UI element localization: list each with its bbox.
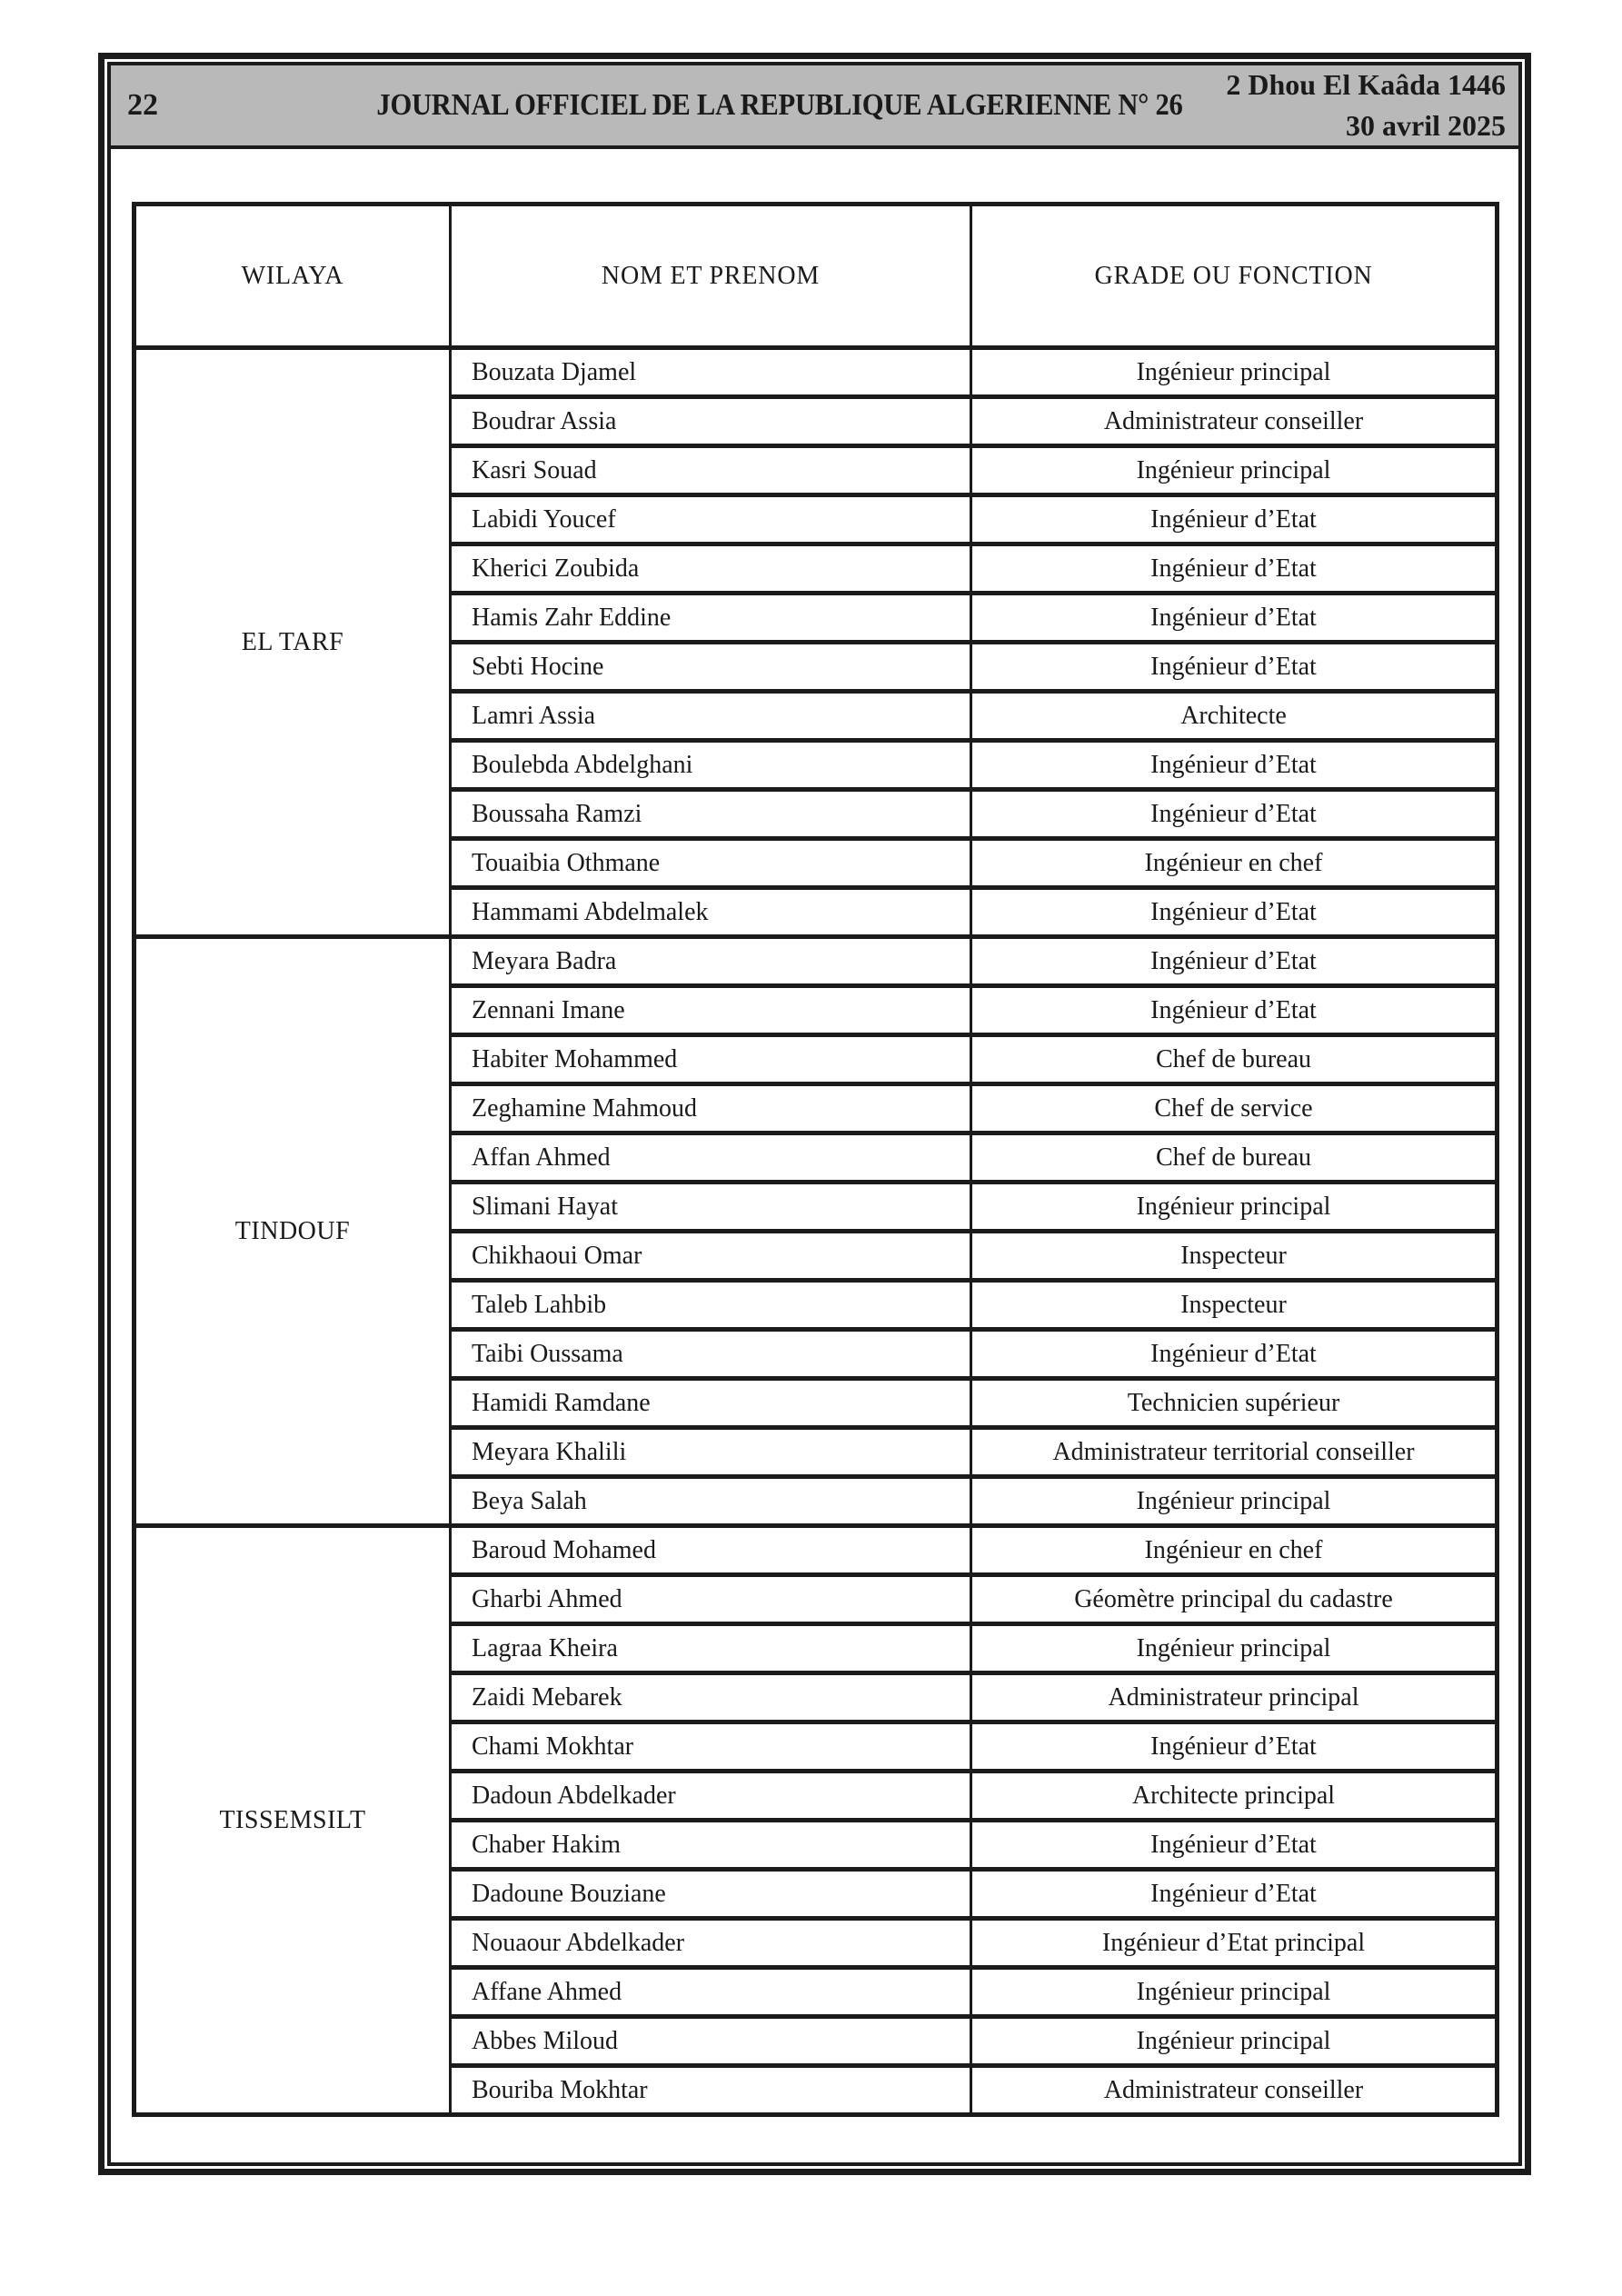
grade-fonction-cell: Ingénieur d’Etat — [971, 1722, 1498, 1772]
grade-fonction-cell: Ingénieur d’Etat — [971, 594, 1498, 643]
page-number: 22 — [127, 88, 158, 122]
date-gregorian: 30 avril 2025 — [1346, 109, 1506, 142]
grade-fonction-cell: Architecte principal — [971, 1772, 1498, 1821]
grade-fonction-cell: Administrateur conseiller — [971, 2066, 1498, 2115]
grade-fonction-cell: Ingénieur en chef — [971, 839, 1498, 888]
grade-fonction-cell: Ingénieur principal — [971, 1968, 1498, 2017]
nom-prenom-cell: Zaidi Mebarek — [451, 1673, 971, 1722]
grade-fonction-cell: Ingénieur d’Etat — [971, 1330, 1498, 1379]
grade-fonction-cell: Ingénieur principal — [971, 2017, 1498, 2066]
nom-prenom-cell: Sebti Hocine — [451, 643, 971, 692]
nom-prenom-cell: Labidi Youcef — [451, 495, 971, 544]
nom-prenom-cell: Taleb Lahbib — [451, 1281, 971, 1330]
nom-prenom-cell: Lagraa Kheira — [451, 1624, 971, 1673]
table-row — [134, 1526, 1498, 1575]
nom-prenom-cell: Slimani Hayat — [451, 1183, 971, 1232]
page-border-frame — [98, 53, 1531, 2175]
col-header-grade-fonction: GRADE OU FONCTION — [971, 205, 1498, 348]
grade-fonction-cell: Ingénieur principal — [971, 446, 1498, 495]
nom-prenom-cell: Kherici Zoubida — [451, 544, 971, 594]
nom-prenom-cell: Boussaha Ramzi — [451, 790, 971, 839]
col-header-nom-prenom: NOM ET PRENOM — [451, 205, 971, 348]
nom-prenom-cell: Affane Ahmed — [451, 1968, 971, 2017]
grade-fonction-cell: Ingénieur d’Etat — [971, 986, 1498, 1035]
nom-prenom-cell: Beya Salah — [451, 1477, 971, 1526]
grade-fonction-cell: Administrateur conseiller — [971, 397, 1498, 446]
grade-fonction-cell: Ingénieur principal — [971, 1477, 1498, 1526]
roster-table-body — [134, 348, 1498, 2115]
grade-fonction-cell: Chef de bureau — [971, 1133, 1498, 1183]
nom-prenom-cell: Dadoune Bouziane — [451, 1870, 971, 1919]
grade-fonction-cell: Technicien supérieur — [971, 1379, 1498, 1428]
nom-prenom-cell: Meyara Khalili — [451, 1428, 971, 1477]
grade-fonction-cell: Ingénieur d’Etat — [971, 495, 1498, 544]
wilaya-cell: TINDOUF — [134, 937, 451, 1526]
grade-fonction-cell: Ingénieur d’Etat — [971, 790, 1498, 839]
grade-fonction-cell: Ingénieur d’Etat — [971, 741, 1498, 790]
table-row — [134, 348, 1498, 397]
date-block — [1226, 65, 1506, 146]
nom-prenom-cell: Hamidi Ramdane — [451, 1379, 971, 1428]
nom-prenom-cell: Zeghamine Mahmoud — [451, 1084, 971, 1133]
wilaya-cell: TISSEMSILT — [134, 1526, 451, 2115]
grade-fonction-cell: Administrateur territorial conseiller — [971, 1428, 1498, 1477]
nom-prenom-cell: Touaibia Othmane — [451, 839, 971, 888]
grade-fonction-cell: Ingénieur d’Etat — [971, 1870, 1498, 1919]
grade-fonction-cell: Ingénieur principal — [971, 348, 1498, 397]
nom-prenom-cell: Bouzata Djamel — [451, 348, 971, 397]
nom-prenom-cell: Meyara Badra — [451, 937, 971, 986]
grade-fonction-cell: Ingénieur d’Etat — [971, 1821, 1498, 1870]
wilaya-cell: EL TARF — [134, 348, 451, 937]
grade-fonction-cell: Ingénieur principal — [971, 1624, 1498, 1673]
nom-prenom-cell: Affan Ahmed — [451, 1133, 971, 1183]
grade-fonction-cell: Ingénieur principal — [971, 1183, 1498, 1232]
grade-fonction-cell: Ingénieur d’Etat — [971, 544, 1498, 594]
table-header-row — [134, 205, 1498, 348]
grade-fonction-cell: Inspecteur — [971, 1232, 1498, 1281]
nom-prenom-cell: Baroud Mohamed — [451, 1526, 971, 1575]
nom-prenom-cell: Bouriba Mokhtar — [451, 2066, 971, 2115]
grade-fonction-cell: Inspecteur — [971, 1281, 1498, 1330]
grade-fonction-cell: Ingénieur d’Etat — [971, 937, 1498, 986]
grade-fonction-cell: Architecte — [971, 692, 1498, 741]
nom-prenom-cell: Zennani Imane — [451, 986, 971, 1035]
nom-prenom-cell: Dadoun Abdelkader — [451, 1772, 971, 1821]
grade-fonction-cell: Chef de bureau — [971, 1035, 1498, 1084]
grade-fonction-cell: Ingénieur d’Etat principal — [971, 1919, 1498, 1968]
nom-prenom-cell: Boudrar Assia — [451, 397, 971, 446]
nom-prenom-cell: Chami Mokhtar — [451, 1722, 971, 1772]
grade-fonction-cell: Chef de service — [971, 1084, 1498, 1133]
nom-prenom-cell: Lamri Assia — [451, 692, 971, 741]
col-header-wilaya: WILAYA — [134, 205, 451, 348]
nom-prenom-cell: Kasri Souad — [451, 446, 971, 495]
page-border-frame-inner — [107, 62, 1522, 2166]
nom-prenom-cell: Chaber Hakim — [451, 1821, 971, 1870]
page-header-band — [111, 65, 1518, 149]
nom-prenom-cell: Nouaour Abdelkader — [451, 1919, 971, 1968]
grade-fonction-cell: Ingénieur d’Etat — [971, 888, 1498, 937]
nom-prenom-cell: Gharbi Ahmed — [451, 1575, 971, 1624]
grade-fonction-cell: Administrateur principal — [971, 1673, 1498, 1722]
nom-prenom-cell: Hammami Abdelmalek — [451, 888, 971, 937]
nom-prenom-cell: Hamis Zahr Eddine — [451, 594, 971, 643]
nom-prenom-cell: Habiter Mohammed — [451, 1035, 971, 1084]
nom-prenom-cell: Abbes Miloud — [451, 2017, 971, 2066]
grade-fonction-cell: Ingénieur en chef — [971, 1526, 1498, 1575]
table-row — [134, 937, 1498, 986]
nom-prenom-cell: Chikhaoui Omar — [451, 1232, 971, 1281]
nom-prenom-cell: Taibi Oussama — [451, 1330, 971, 1379]
journal-title: JOURNAL OFFICIEL DE LA REPUBLIQUE ALGERIENNE N° 26 — [376, 88, 1183, 122]
grade-fonction-cell: Géomètre principal du cadastre — [971, 1575, 1498, 1624]
grade-fonction-cell: Ingénieur d’Etat — [971, 643, 1498, 692]
nom-prenom-cell: Boulebda Abdelghani — [451, 741, 971, 790]
roster-table — [132, 202, 1499, 2117]
date-hijri: 2 Dhou El Kaâda 1446 — [1226, 68, 1506, 101]
